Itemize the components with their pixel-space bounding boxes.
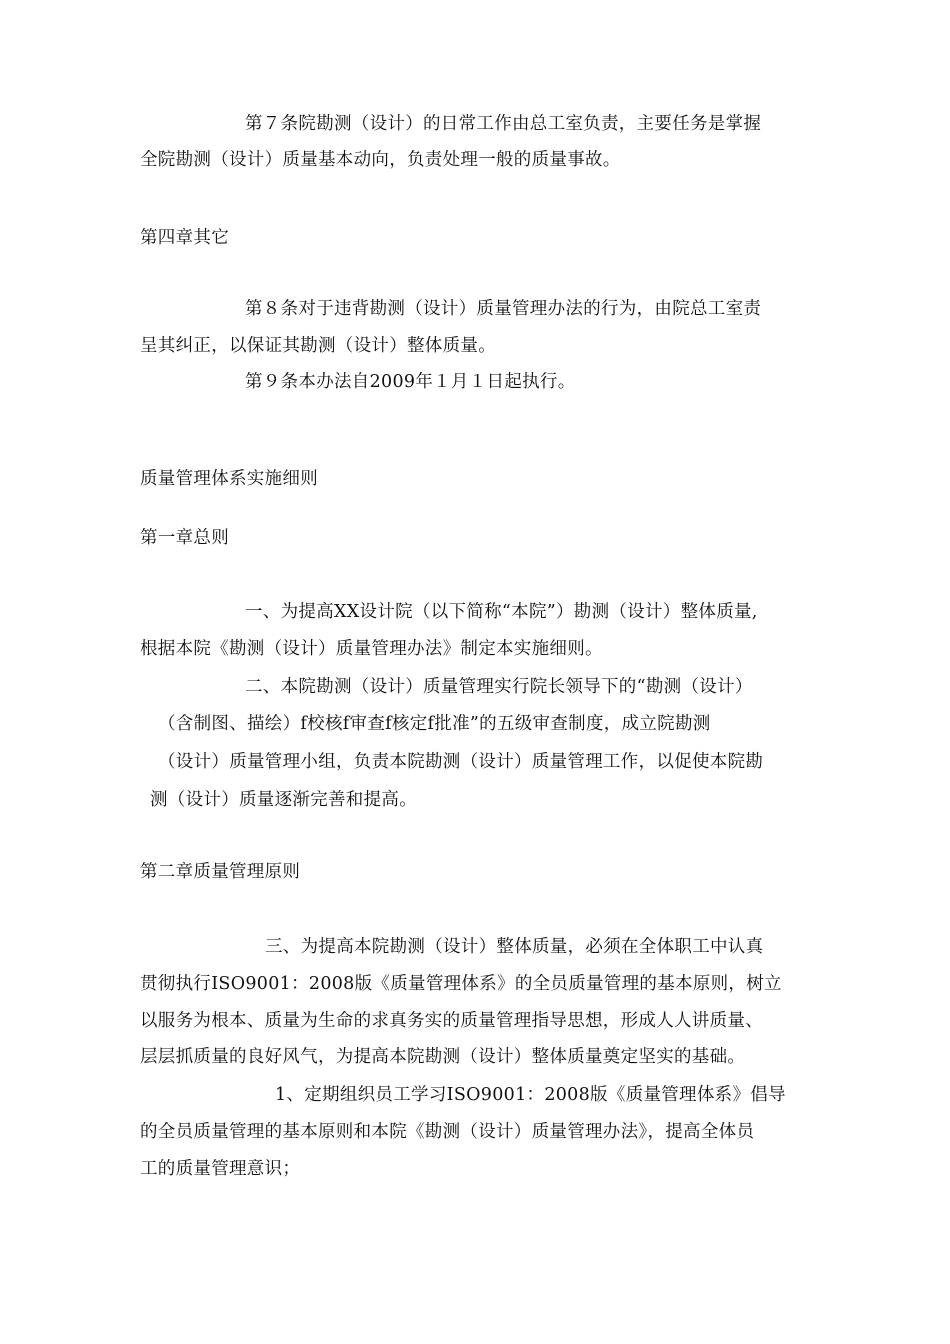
item-3-line-3: 以服务为根本、质量为生命的求真务实的质量管理指导思想，形成人人讲质量、	[140, 1011, 763, 1031]
article-9-line: 第９条本办法自2009年１月１日起执行。	[245, 372, 576, 392]
article-8-line-1: 第８条对于违背勘测（设计）质量管理办法的行为，由院总工室责	[245, 299, 762, 319]
item-1-line-1: 一、为提高XX设计院（以下简称“本院”）勘测（设计）整体质量,	[245, 602, 758, 622]
rules-title: 质量管理体系实施细则	[140, 469, 318, 489]
chapter-1-heading: 第一章总则	[140, 528, 229, 548]
chapter-2-heading: 第二章质量管理原则	[140, 862, 301, 882]
article-7-line-1: 第７条院勘测（设计）的日常工作由总工室负责，主要任务是掌握	[245, 114, 762, 134]
article-7-line-2: 全院勘测（设计）质量基本动向，负责处理一般的质量事故。	[140, 150, 621, 170]
sub-item-1-line-3: 工的质量管理意识；	[140, 1159, 301, 1179]
item-2-line-1: 二、本院勘测（设计）质量管理实行院长领导下的“勘测（设计）	[245, 677, 753, 697]
item-2-line-4: 测（设计）质量逐渐完善和提高。	[150, 790, 417, 810]
item-2-line-2: （含制图、描绘）f校核f审查f核定f批准”的五级审查制度，成立院勘测	[158, 714, 711, 734]
item-1-line-2: 根据本院《勘测（设计）质量管理办法》制定本实施细则。	[140, 639, 603, 659]
sub-item-1-line-1: 1、定期组织员工学习ISO9001：2008版《质量管理体系》倡导	[275, 1085, 786, 1105]
item-3-line-4: 层层抓质量的良好风气，为提高本院勘测（设计）整体质量奠定坚实的基础。	[140, 1047, 746, 1067]
item-3-line-2: 贯彻执行ISO9001：2008版《质量管理体系》的全员质量管理的基本原则，树立	[140, 974, 782, 994]
article-8-line-2: 呈其纠正，以保证其勘测（设计）整体质量。	[140, 336, 496, 356]
item-3-line-1: 三、为提高本院勘测（设计）整体质量，必须在全体职工中认真	[265, 937, 764, 957]
chapter-4-heading: 第四章其它	[140, 228, 229, 248]
sub-item-1-line-2: 的全员质量管理的基本原则和本院《勘测（设计）质量管理办法》，提高全体员	[140, 1122, 755, 1142]
item-2-line-3: （设计）质量管理小组，负责本院勘测（设计）质量管理工作，以促使本院勘	[158, 752, 764, 772]
